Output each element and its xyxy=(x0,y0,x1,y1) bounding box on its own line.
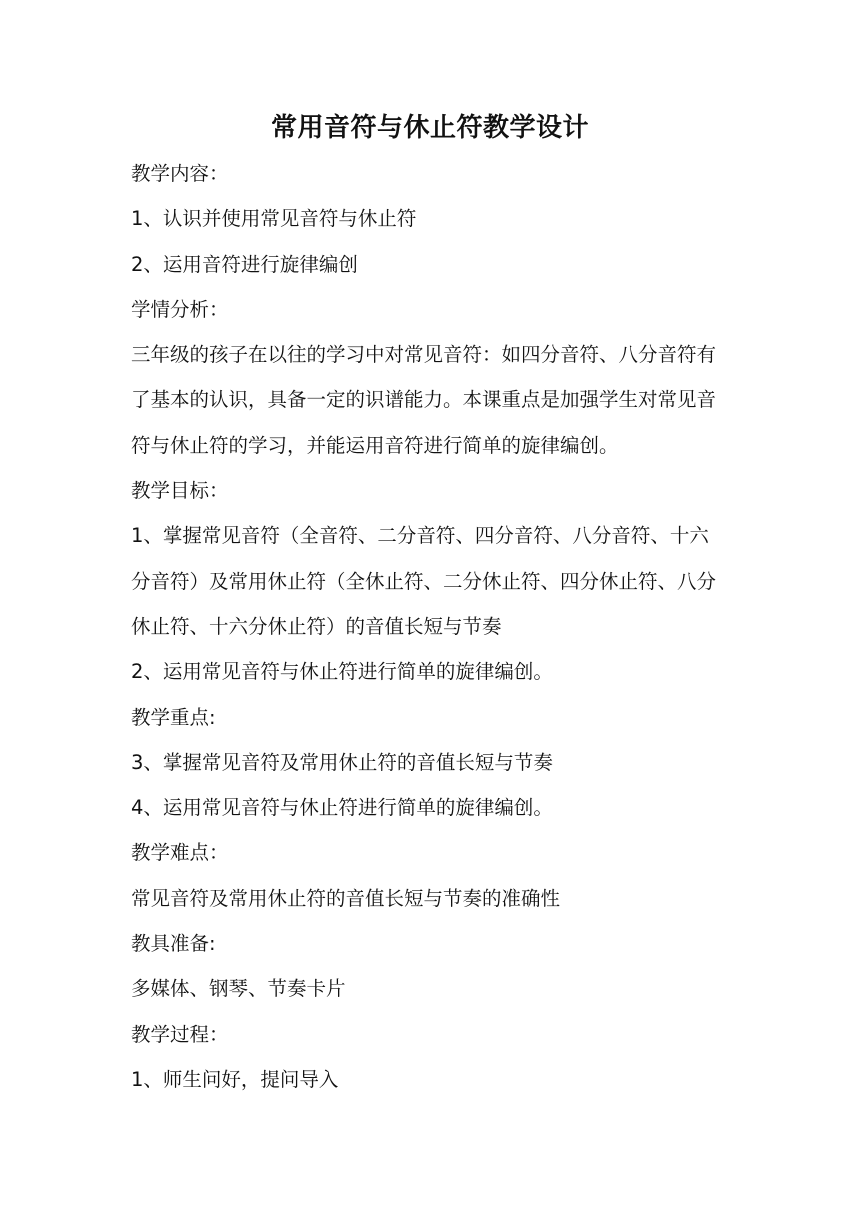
materials-text: 多媒体、钢琴、节奏卡片 xyxy=(131,977,346,1001)
goals-item-1-line-2: 分音符）及常用休止符（全休止符、二分休止符、四分休止符、八分 xyxy=(131,569,717,593)
key-points-item-3: 3、掌握常见音符及常用休止符的音值长短与节奏 xyxy=(131,750,553,774)
content-item-2: 2、运用音符进行旋律编创 xyxy=(131,252,358,276)
goals-item-2: 2、运用常见音符与休止符进行简单的旋律编创。 xyxy=(131,660,553,684)
analysis-line-3: 符与休止符的学习，并能运用音符进行简单的旋律编创。 xyxy=(131,433,619,457)
section-heading-difficulties: 教学难点： xyxy=(131,841,229,865)
section-heading-analysis: 学情分析： xyxy=(131,297,229,321)
analysis-line-2: 了基本的认识，具备一定的识谱能力。本课重点是加强学生对常见音 xyxy=(131,388,717,412)
document-title: 常用音符与休止符教学设计 xyxy=(270,113,589,143)
section-heading-materials: 教具准备: xyxy=(131,932,216,956)
analysis-line-1: 三年级的孩子在以往的学习中对常见音符：如四分音符、八分音符有 xyxy=(131,343,717,367)
process-item-1: 1、师生问好，提问导入 xyxy=(131,1067,339,1091)
key-points-item-4: 4、运用常见音符与休止符进行简单的旋律编创。 xyxy=(131,796,553,820)
difficulties-text: 常见音符及常用休止符的音值长短与节奏的准确性 xyxy=(131,886,561,910)
goals-item-1-line-1: 1、掌握常见音符（全音符、二分音符、四分音符、八分音符、十六 xyxy=(131,524,709,548)
section-heading-key-points: 教学重点: xyxy=(131,705,216,729)
goals-item-1-line-3: 休止符、十六分休止符）的音值长短与节奏 xyxy=(131,614,502,638)
document-body xyxy=(131,151,735,1102)
section-heading-content: 教学内容： xyxy=(131,162,229,185)
section-heading-goals: 教学目标： xyxy=(131,479,229,503)
content-item-1: 1、认识并使用常见音符与休止符 xyxy=(131,207,417,231)
section-heading-process: 教学过程： xyxy=(131,1022,229,1046)
